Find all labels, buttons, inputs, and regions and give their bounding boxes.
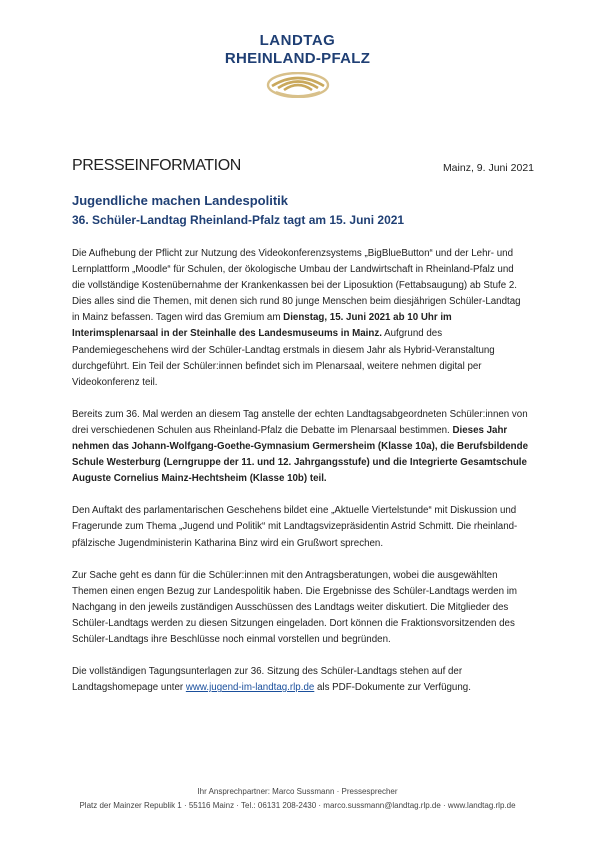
- press-title: Jugendliche machen Landespolitik: [72, 193, 288, 208]
- participating-schools: Dieses Jahr nehmen das Johann-Wolfgang-Goethe-Gymnasium Germersheim (Klasse 10a), die Berufsbildende Schule Westerburg (Lerngruppe der 11. und 12. Jahrgangsstufe) und die Integrierte Gesamtschule Auguste Cornelius Mainz-Hechtsheim (Klasse 10b) teil.: [72, 424, 529, 485]
- logo-text-line1: LANDTAG: [259, 32, 336, 49]
- paragraph-2: Bereits zum 36. Mal werden an diesem Tag anstelle der echten Landtagsabgeordneten Schüler:innen von drei verschiedenen Schulen aus Rheinland-Pfalz die Debatte im Plenarsaal bestimmen. Dieses Jahr nehmen das Johann-Wolfgang-Goethe-Gymnasium Germersheim (Klasse 10a), die Berufsbildende Schule Westerburg (Lerngruppe der 11. und 12. Jahrgangsstufe) und die Integrierte Gesamtschule Auguste Cornelius Mainz-Hechtsheim (Klasse 10b) teil.: [72, 408, 529, 485]
- press-body: [72, 246, 528, 712]
- logo-text-line2: RHEINLAND-PFALZ: [224, 50, 371, 67]
- event-date-location: Dienstag, 15. Juni 2021 ab 10 Uhr im Interimsplenarsaal in der Steinhalle des Landesmuseums in Mainz.: [72, 312, 452, 340]
- press-date: Mainz, 9. Juni 2021: [442, 162, 534, 174]
- jugend-im-landtag-link[interactable]: www.jugend-im-landtag.rlp.de: [185, 682, 315, 694]
- paragraph-1: Die Aufhebung der Pflicht zur Nutzung des Videokonferenzsystems „BigBlueButton“ und der Lehr- und Lernplattform „Moodle“ für Schulen, der ökologische Umbau der Landwirtschaft in Rheinland-Pfalz und die vollständige Kostenübernahme der Krankenkassen bei der Liposuktion (Fettabsaugung) ab Stufe 2. Dies alles sind die Themen, mit denen sich rund 80 junge Menschen beim diesjährigen Schüler-Landtag in Mainz befassen. Tagen wird das Gremium am Dienstag, 15. Juni 2021 ab 10 Uhr im Interimsplenarsaal in der Steinhalle des Landesmuseums in Mainz. Aufgrund des Pandemiegeschehens wird der Schüler-Landtag erstmals in diesem Jahr als Hybrid-Veranstaltung durchgeführt. Ein Teil der Schüler:innen befindet sich im Plenarsaal, weitere nehmen digital per Videokonferenz teil.: [72, 248, 521, 388]
- footer-contact: Ihr Ansprechpartner: Marco Sussmann · Pressesprecher: [197, 787, 398, 796]
- paragraph-3: Den Auftakt des parlamentarischen Geschehens bildet eine „Aktuelle Viertelstunde“ mit Diskussion und Fragerunde zum Thema „Jugend und Politik“ mit Landtagsvizepräsidentin Astrid Schmitt. Die rheinland-pfälzische Jugendministerin Katharina Binz wird ein Grußwort sprechen.: [72, 505, 518, 549]
- plenary-emblem-icon: [266, 72, 330, 98]
- paragraph-4: Zur Sache geht es dann für die Schüler:innen mit den Antragsberatungen, wobei die ausgewählten Themen einen engen Bezug zur Landespolitik haben. Die Ergebnisse des Schüler-Landtags werden im Nachgang in den jeweils zuständigen Ausschüssen des Landtags weiter diskutiert. Die Mitglieder des Schüler-Landtags werden zu diesen Sitzungen eingeladen. Dort können die Fraktionsvorsitzenden des Schüler-Landtags ihre Beschlüsse noch einmal vorstellen und begründen.: [72, 569, 517, 645]
- document-type-label: PRESSEINFORMATION: [72, 157, 241, 174]
- landtag-logo: [0, 32, 595, 98]
- header-row: [72, 157, 534, 177]
- paragraph-5: Die vollständigen Tagungsunterlagen zur 36. Sitzung des Schüler-Landtags stehen auf der Landtagshomepage unter www.jugend-im-landtag.rlp.de als PDF-Dokumente zur Verfügung.: [72, 666, 471, 694]
- press-subtitle: 36. Schüler-Landtag Rheinland-Pfalz tagt am 15. Juni 2021: [72, 213, 405, 227]
- footer-address: Platz der Mainzer Republik 1 · 55116 Mainz · Tel.: 06131 208-2430 · marco.sussmann@landtag.rlp.de · www.landtag.rlp.de: [79, 801, 516, 810]
